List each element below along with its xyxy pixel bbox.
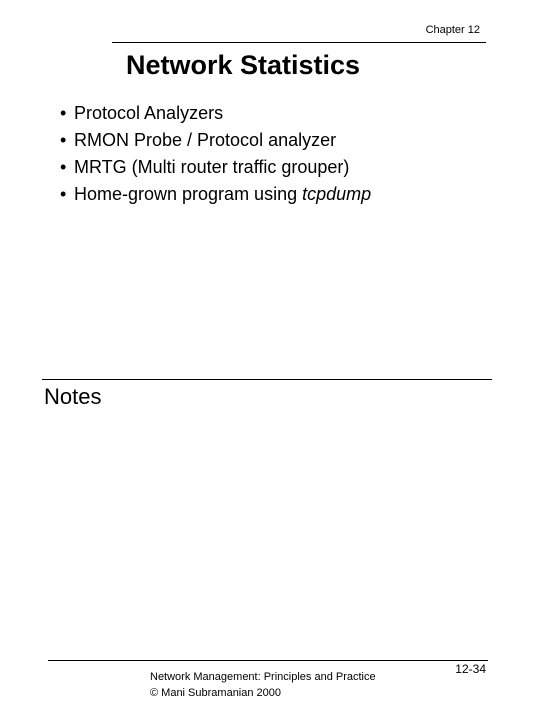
list-item-text: RMON Probe / Protocol analyzer <box>74 130 337 150</box>
bullet-icon: • <box>60 130 67 150</box>
notes-heading: Notes <box>44 384 102 409</box>
page-title: Network Statistics <box>126 50 361 80</box>
bullet-icon: • <box>60 157 67 177</box>
list-item <box>60 100 371 127</box>
bullet-icon: • <box>60 103 67 123</box>
footer-copyright: © Mani Subramanian 2000 <box>150 687 282 699</box>
footer-divider <box>48 660 488 661</box>
header-divider <box>112 42 486 43</box>
list-item-text: MRTG (Multi router traffic grouper) <box>74 157 350 177</box>
list-item-text: Home-grown program using <box>74 184 303 204</box>
chapter-label: Chapter 12 <box>425 24 480 36</box>
list-item <box>60 181 371 208</box>
list-item-text: Protocol Analyzers <box>74 103 224 123</box>
bullet-icon: • <box>60 184 67 204</box>
page-number: 12-34 <box>455 662 486 676</box>
list-item-italic-text: tcpdump <box>302 184 372 204</box>
footer-book-title: Network Management: Principles and Practice <box>150 671 376 683</box>
bullet-list <box>60 100 371 208</box>
list-item <box>60 127 371 154</box>
list-item <box>60 154 371 181</box>
notes-divider <box>42 379 492 380</box>
